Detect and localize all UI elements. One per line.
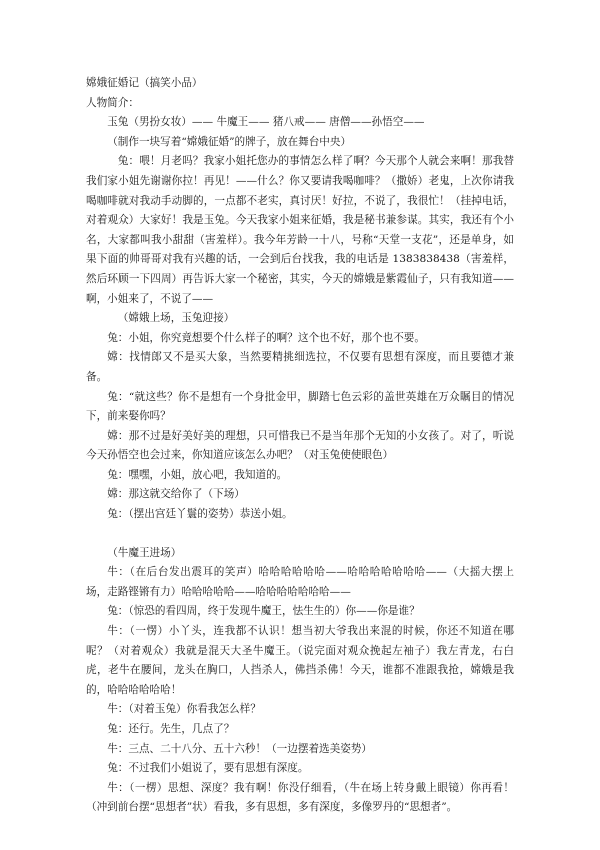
blank-line — [86, 525, 514, 544]
dialogue-paragraph: 牛：（一楞）思想、深度？我有啊！你没仔细看，（牛在场上转身戴上眼镜）你再看！（冲到前台摆“思想者”状）看我，多有思想，多有深度，多像罗丹的“思想者”。 — [86, 781, 514, 814]
dialogue-paragraph: 嫦：那不过是好美好美的理想，只可惜我已不是当年那个无知的小女孩了。对了，听说今天孙悟空也会过来，你知道应该怎么办吧？（对玉兔使使眼色） — [86, 429, 514, 462]
dialogue-paragraph: 嫦：找情郎又不是买大象，当然要精挑细选拉，不仅要有思想有深度，而且要德才兼备。 — [86, 351, 514, 383]
dialogue-paragraph: 牛：（一愣）小丫头，连我都不认识！想当初大爷我出来混的时候，你还不知道在哪呢？（对着观众）我就是混天大圣牛魔王。（说完面对观众挽起左袖子）我左青龙，右白虎，老牛在腰间，龙头在胸口，人挡杀人，佛挡杀佛！今天，谁都不准跟我抢，嫦娥是我的，哈哈哈哈哈哈！ — [86, 625, 514, 696]
stage-note: （嫦娥上场，玉兔迎接） — [117, 312, 235, 325]
stage-note: （牛魔王进场） — [107, 546, 182, 559]
cast-heading: 人物简介： — [86, 96, 139, 109]
dialogue-paragraph: 兔：“就这些？你不是想有一个身批金甲，脚踏七色云彩的盖世英雄在万众瞩目的情况下，前来娶你吗？ — [86, 390, 514, 423]
stage-note: （制作一块写着“嫦娥征婚”的牌子，放在舞台中央） — [107, 135, 352, 148]
dialogue-paragraph: 兔：喂！月老吗？我家小姐托您办的事情怎么样了啊？今天那个人就会来啊！那我替我们家小姐先谢谢你拉！再见！——什么？你又要请我喝咖啡？（撒娇）老鬼，上次你请我喝咖啡就对我动手动脚的，一点都不老实，真讨厌！好拉，不说了，我很忙！（挂掉电话，对着观众）大家好！我是玉兔。今天我家小姐来征婚，我是秘书兼参谋。其实，我还有个小名，大家都叫我小甜甜（害羞样）。我今年芳龄一十八，号称“天堂一支花”，还是单身，如果下面的帅哥哥对我有兴趣的话，一会到后台找我，我的电话是 1383838438（害羞样，然后环顾一下四周）再告诉大家一个秘密，其实，今天的嫦娥是紫霞仙子，只有我知道——啊，小姐来了，不说了—— — [86, 155, 514, 305]
dialogue-paragraph: 牛：三点、二十八分、五十六秒！（一边摆着选美姿势） — [107, 742, 373, 755]
dialogue-paragraph: 嫦：那这就交给你了（下场） — [107, 488, 245, 501]
dialogue-paragraph: 兔：（惊恐的看四周，终于发现牛魔王，怯生生的）你——你是谁？ — [107, 605, 420, 618]
dialogue-paragraph: 兔：嘿嘿，小姐，放心吧，我知道的。 — [107, 468, 288, 481]
document-body — [86, 74, 514, 818]
dialogue-paragraph: 牛：（对着玉兔）你看我怎么样？ — [107, 703, 261, 716]
document-title: 嫦娥征婚记（搞笑小品） — [86, 77, 203, 89]
dialogue-paragraph: 牛：（在后台发出震耳的笑声）哈哈哈哈哈哈——哈哈哈哈哈哈哈——（大摇大摆上场，走路铿锵有力）哈哈哈哈哈——哈哈哈哈哈哈哈—— — [86, 566, 514, 598]
cast-line: 玉兔（男扮女妆）—— 牛魔王—— 猪八戒—— 唐僧——孙悟空—— — [107, 116, 425, 129]
dialogue-paragraph: 兔：小姐，你究竟想要个什么样子的啊？这个也不好，那个也不要。 — [107, 331, 425, 344]
dialogue-paragraph: 兔：还行。先生，几点了？ — [107, 723, 235, 735]
dialogue-paragraph: 兔：（摆出宫廷丫鬟的姿势）恭送小姐。 — [107, 508, 293, 521]
dialogue-paragraph: 兔：不过我们小姐说了，要有思想有深度。 — [107, 762, 309, 775]
